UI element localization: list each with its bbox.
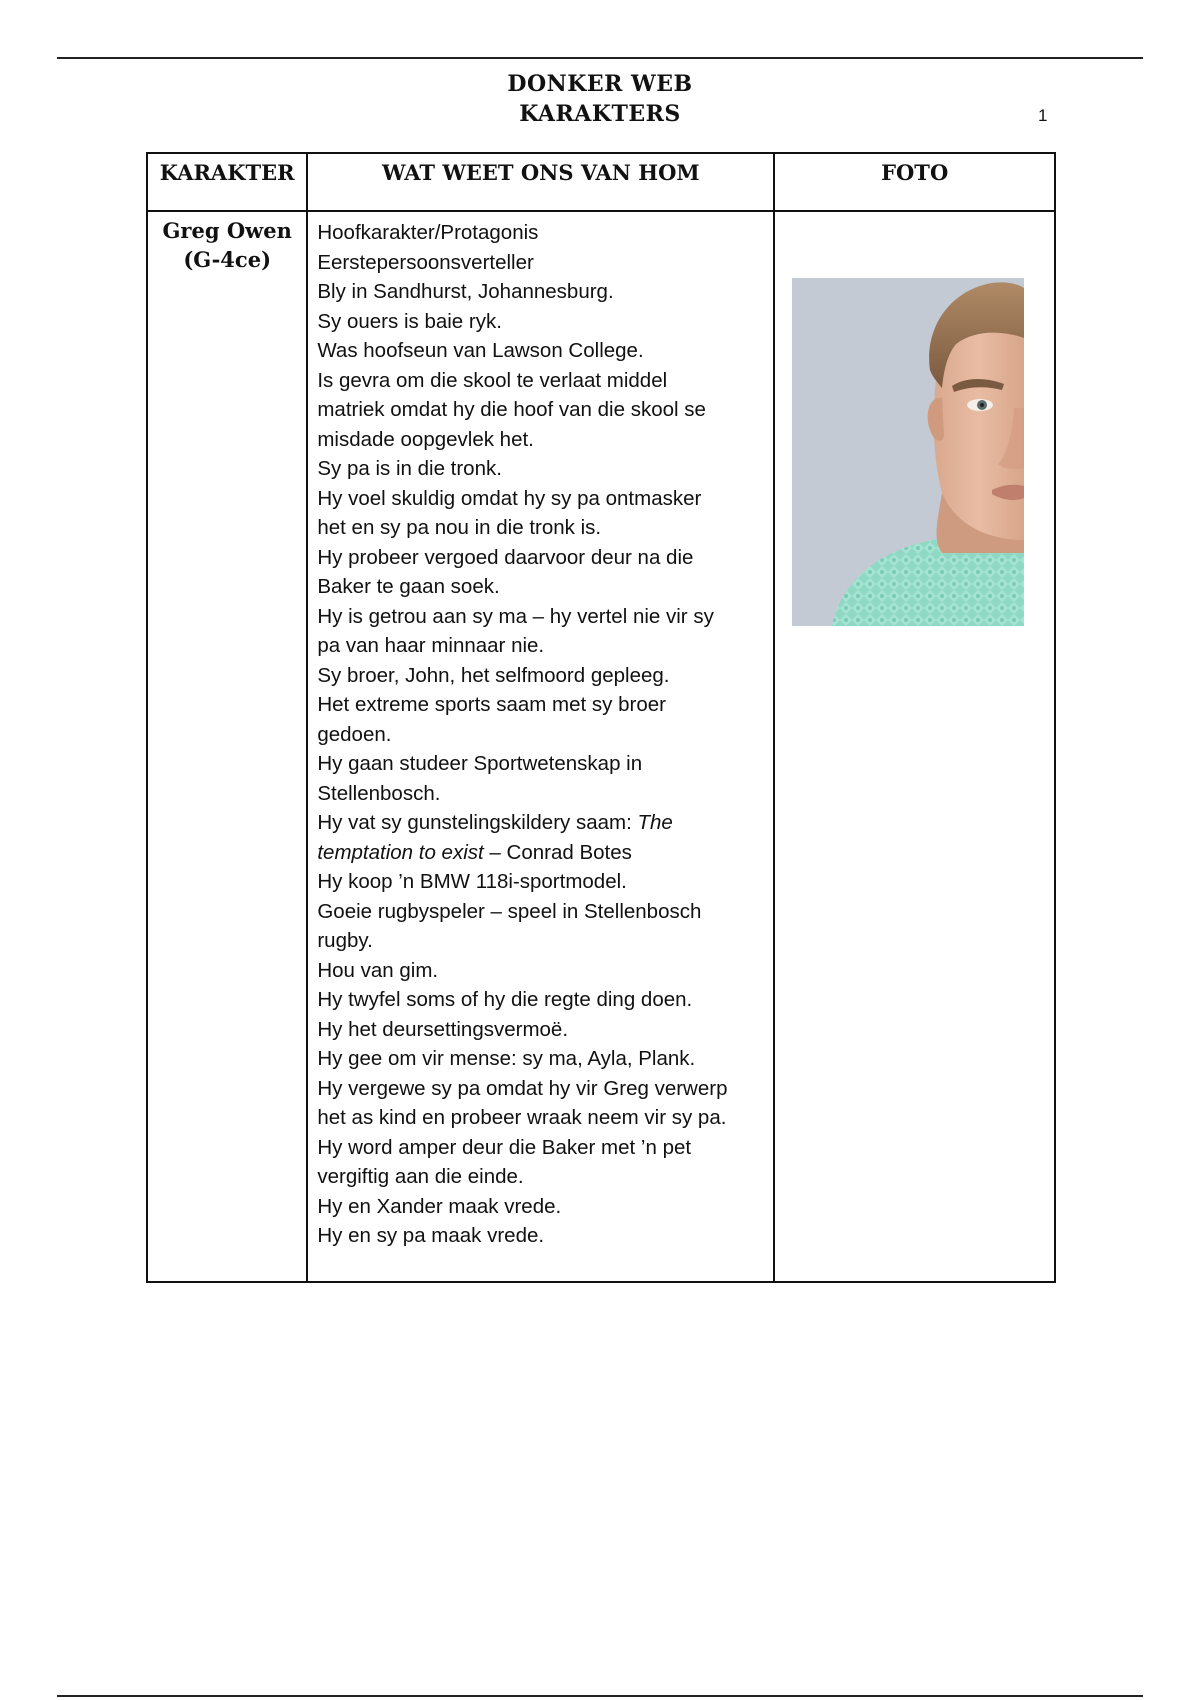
note-line: Het extreme sports saam met sy broer bbox=[317, 693, 666, 716]
character-notes-cell bbox=[307, 211, 774, 1282]
note-line: Hy word amper deur die Baker met ’n pet bbox=[317, 1135, 692, 1159]
bottom-rule bbox=[57, 1695, 1143, 1697]
painting-title-part: The bbox=[637, 811, 673, 834]
note-line: pa van haar minnaar nie. bbox=[317, 634, 545, 657]
note-line bbox=[317, 838, 767, 868]
note-line: Is gevra om die skool te verlaat middel bbox=[317, 368, 668, 392]
note-line: Bly in Sandhurst, Johannesburg. bbox=[317, 280, 614, 303]
document-title: DONKER WEB bbox=[507, 71, 693, 97]
note-line: matriek omdat hy die hoof van die skool se bbox=[317, 398, 706, 421]
note-line: Hy gee om vir mense: sy ma, Ayla, Plank. bbox=[317, 1047, 696, 1070]
page-number: 1 bbox=[1038, 106, 1048, 125]
note-line: Goeie rugbyspeler – speel in Stellenbosch bbox=[317, 899, 702, 923]
top-rule bbox=[57, 57, 1143, 59]
table-row bbox=[147, 211, 1055, 1282]
table-header-row bbox=[147, 153, 1055, 211]
note-line: Hy en Xander maak vrede. bbox=[317, 1194, 562, 1218]
note-line: Hy is getrou aan sy ma – hy vertel nie vir sy bbox=[317, 604, 714, 628]
character-photo-cell bbox=[774, 211, 1055, 1282]
character-name-line: Greg Owen bbox=[162, 218, 292, 243]
note-line: Baker te gaan soek. bbox=[317, 575, 500, 598]
note-line: Hy twyfel soms of hy die regte ding doen. bbox=[317, 988, 693, 1011]
character-name-cell bbox=[147, 211, 307, 1282]
character-table bbox=[146, 152, 1056, 1283]
character-photo bbox=[792, 278, 1024, 626]
note-line: Was hoofseun van Lawson College. bbox=[317, 339, 644, 362]
note-line: Hy vergewe sy pa omdat hy vir Greg verwerp bbox=[317, 1076, 728, 1100]
note-line: Hy koop ’n BMW 118i-sportmodel. bbox=[317, 870, 627, 893]
note-line: Hou van gim. bbox=[317, 958, 439, 982]
note-line: het en sy pa nou in die tronk is. bbox=[317, 516, 602, 539]
note-line bbox=[317, 808, 767, 838]
note-line: rugby. bbox=[317, 929, 373, 952]
note-line: Sy broer, John, het selfmoord gepleeg. bbox=[317, 663, 670, 687]
note-line: gedoen. bbox=[317, 722, 392, 746]
character-name bbox=[148, 212, 306, 274]
note-line: Hoofkarakter/Protagonis bbox=[317, 221, 539, 244]
portrait-illustration bbox=[792, 278, 1024, 626]
header-foto: FOTO bbox=[774, 153, 1055, 211]
note-line: vergiftig aan die einde. bbox=[317, 1165, 524, 1188]
note-line: Hy het deursettingsvermoë. bbox=[317, 1017, 569, 1041]
note-line: het as kind en probeer wraak neem vir sy pa. bbox=[317, 1106, 727, 1129]
note-text: Hy vat sy gunstelingskildery saam: bbox=[317, 811, 638, 834]
note-line: misdade oopgevlek het. bbox=[317, 427, 534, 451]
note-line: Hy probeer vergoed daarvoor deur na die bbox=[317, 545, 694, 569]
document-subtitle: KARAKTERS bbox=[519, 101, 681, 127]
painting-artist: – Conrad Botes bbox=[483, 840, 632, 864]
painting-title-part: temptation to exist bbox=[317, 840, 484, 864]
header-wat-weet-ons: WAT WEET ONS VAN HOM bbox=[307, 153, 774, 211]
note-line: Stellenbosch. bbox=[317, 781, 441, 805]
note-line: Eerstepersoonsverteller bbox=[317, 250, 534, 274]
note-line: Hy en sy pa maak vrede. bbox=[317, 1224, 545, 1247]
note-line: Hy voel skuldig omdat hy sy pa ontmasker bbox=[317, 486, 702, 510]
note-line: Sy pa is in die tronk. bbox=[317, 457, 502, 480]
note-line: Sy ouers is baie ryk. bbox=[317, 309, 502, 333]
character-alias: (G-4ce) bbox=[183, 247, 271, 272]
header-karakter: KARAKTER bbox=[147, 153, 307, 211]
note-line: Hy gaan studeer Sportwetenskap in bbox=[317, 752, 643, 775]
